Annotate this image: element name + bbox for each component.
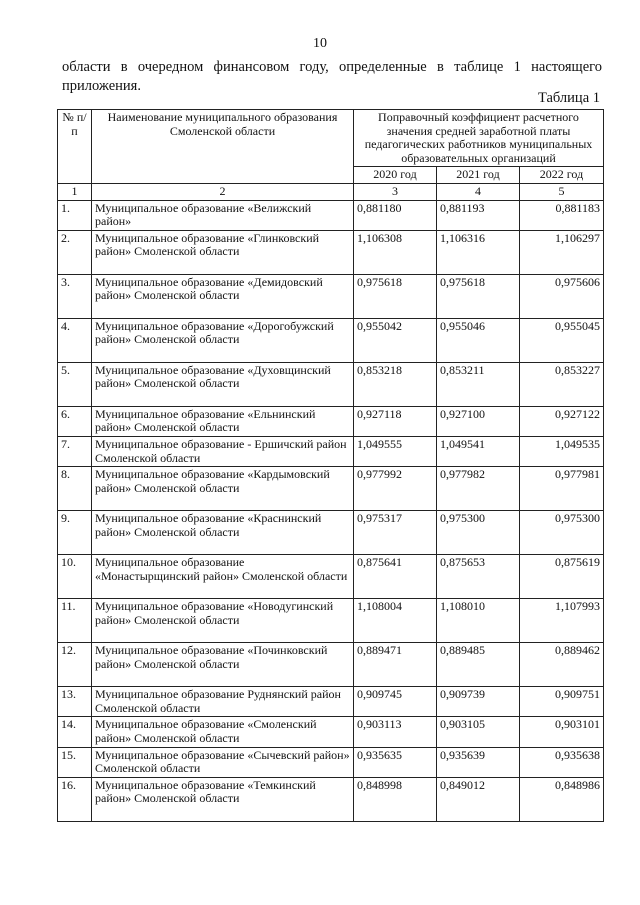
row-value-2020: 0,977992 [354, 467, 437, 511]
column-index: 4 [437, 183, 520, 200]
row-value-2020: 1,106308 [354, 230, 437, 274]
row-value-2021: 0,853211 [437, 362, 520, 406]
table-row [58, 230, 604, 274]
column-index: 5 [520, 183, 604, 200]
table-row [58, 717, 604, 747]
row-value-2022: 1,106297 [520, 230, 604, 274]
coefficients-table [57, 109, 604, 822]
row-number: 8. [58, 467, 92, 511]
row-value-2021: 0,909739 [437, 687, 520, 717]
header-year-2021: 2021 год [437, 167, 520, 184]
row-value-2020: 0,875641 [354, 555, 437, 599]
row-number: 1. [58, 200, 92, 230]
table-row [58, 599, 604, 643]
row-value-2020: 0,975317 [354, 511, 437, 555]
table-row [58, 687, 604, 717]
row-municipality: Муниципальное образование «Краснинский район» Смоленской области [92, 511, 354, 555]
header-year-2022: 2022 год [520, 167, 604, 184]
table-row [58, 406, 604, 436]
intro-paragraph [62, 58, 602, 96]
row-number: 13. [58, 687, 92, 717]
row-municipality: Муниципальное образование «Кардымовский район» Смоленской области [92, 467, 354, 511]
row-value-2022: 0,977981 [520, 467, 604, 511]
row-value-2021: 1,106316 [437, 230, 520, 274]
row-number: 11. [58, 599, 92, 643]
row-value-2022: 1,107993 [520, 599, 604, 643]
row-value-2022: 0,927122 [520, 406, 604, 436]
row-value-2020: 0,881180 [354, 200, 437, 230]
row-number: 6. [58, 406, 92, 436]
row-value-2021: 0,927100 [437, 406, 520, 436]
row-value-2020: 0,903113 [354, 717, 437, 747]
row-municipality: Муниципальное образование «Новодугинский район» Смоленской области [92, 599, 354, 643]
row-municipality: Муниципальное образование «Велижский район» [92, 200, 354, 230]
table-row [58, 467, 604, 511]
row-municipality: Муниципальное образование «Глинковский район» Смоленской области [92, 230, 354, 274]
table-row [58, 555, 604, 599]
row-value-2022: 0,875619 [520, 555, 604, 599]
row-number: 15. [58, 747, 92, 777]
row-value-2022: 0,881183 [520, 200, 604, 230]
row-municipality: Муниципальное образование «Ельнинский район» Смоленской области [92, 406, 354, 436]
row-value-2020: 0,935635 [354, 747, 437, 777]
row-value-2020: 0,853218 [354, 362, 437, 406]
row-value-2022: 0,975606 [520, 274, 604, 318]
row-municipality: Муниципальное образование - Ершичский район Смоленской области [92, 436, 354, 466]
header-year-2020: 2020 год [354, 167, 437, 184]
row-value-2022: 0,853227 [520, 362, 604, 406]
row-value-2022: 0,975300 [520, 511, 604, 555]
row-value-2022: 0,909751 [520, 687, 604, 717]
row-value-2021: 0,975300 [437, 511, 520, 555]
row-value-2020: 0,889471 [354, 643, 437, 687]
table-row [58, 436, 604, 466]
column-index: 1 [58, 183, 92, 200]
row-municipality: Муниципальное образование Руднянский район Смоленской области [92, 687, 354, 717]
row-value-2021: 0,955046 [437, 318, 520, 362]
row-value-2022: 0,889462 [520, 643, 604, 687]
row-value-2021: 0,977982 [437, 467, 520, 511]
page-number: 10 [313, 36, 327, 51]
row-municipality: Муниципальное образование «Демидовский район» Смоленской области [92, 274, 354, 318]
row-value-2021: 0,849012 [437, 777, 520, 821]
column-index: 2 [92, 183, 354, 200]
header-municipality: Наименование муниципального образования Смоленской области [92, 110, 354, 184]
table-row [58, 200, 604, 230]
table-row [58, 318, 604, 362]
row-value-2022: 1,049535 [520, 436, 604, 466]
row-value-2021: 0,875653 [437, 555, 520, 599]
row-municipality: Муниципальное образование «Духовщинский район» Смоленской области [92, 362, 354, 406]
row-value-2022: 0,903101 [520, 717, 604, 747]
table-row [58, 747, 604, 777]
row-value-2021: 0,935639 [437, 747, 520, 777]
row-number: 14. [58, 717, 92, 747]
row-value-2022: 0,935638 [520, 747, 604, 777]
intro-line-2: приложения. [62, 78, 141, 94]
row-number: 10. [58, 555, 92, 599]
row-value-2020: 0,955042 [354, 318, 437, 362]
row-value-2022: 0,955045 [520, 318, 604, 362]
row-value-2020: 1,049555 [354, 436, 437, 466]
table-row [58, 511, 604, 555]
row-municipality: Муниципальное образование «Сычевский район» Смоленской области [92, 747, 354, 777]
table-row [58, 643, 604, 687]
table-row [58, 362, 604, 406]
row-number: 9. [58, 511, 92, 555]
row-municipality: Муниципальное образование «Смоленский район» Смоленской области [92, 717, 354, 747]
table-caption: Таблица 1 [537, 90, 600, 106]
row-value-2021: 0,975618 [437, 274, 520, 318]
row-municipality: Муниципальное образование «Починковский район» Смоленской области [92, 643, 354, 687]
row-value-2020: 0,975618 [354, 274, 437, 318]
header-coefficient: Поправочный коэффициент расчетного значения средней заработной платы педагогических работников муниципальных образовательных организаций [354, 110, 604, 167]
row-value-2021: 1,108010 [437, 599, 520, 643]
row-value-2020: 0,927118 [354, 406, 437, 436]
row-number: 3. [58, 274, 92, 318]
row-value-2020: 0,848998 [354, 777, 437, 821]
row-number: 7. [58, 436, 92, 466]
column-index: 3 [354, 183, 437, 200]
row-number: 2. [58, 230, 92, 274]
row-value-2021: 0,881193 [437, 200, 520, 230]
row-municipality: Муниципальное образование «Темкинский район» Смоленской области [92, 777, 354, 821]
intro-line-1: области в очередном финансовом году, определенные в таблице 1 настоящего [62, 59, 602, 75]
row-value-2020: 1,108004 [354, 599, 437, 643]
row-municipality: Муниципальное образование «Дорогобужский район» Смоленской области [92, 318, 354, 362]
header-number: № п/п [58, 110, 92, 184]
row-value-2021: 0,903105 [437, 717, 520, 747]
row-value-2021: 0,889485 [437, 643, 520, 687]
row-number: 16. [58, 777, 92, 821]
row-municipality: Муниципальное образование «Монастырщинский район» Смоленской области [92, 555, 354, 599]
row-number: 5. [58, 362, 92, 406]
row-number: 4. [58, 318, 92, 362]
table-row [58, 274, 604, 318]
row-value-2020: 0,909745 [354, 687, 437, 717]
row-number: 12. [58, 643, 92, 687]
row-value-2021: 1,049541 [437, 436, 520, 466]
row-value-2022: 0,848986 [520, 777, 604, 821]
table-body [58, 200, 604, 821]
table-row [58, 777, 604, 821]
